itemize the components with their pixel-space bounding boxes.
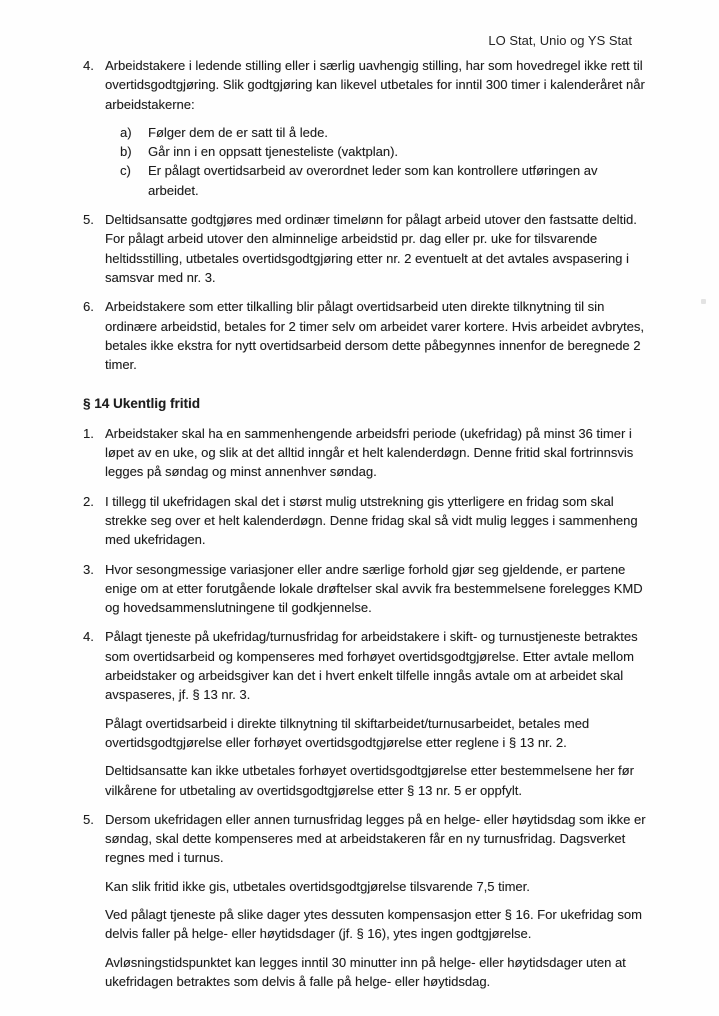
item-text: Arbeidstaker skal ha en sammenhengende arbeidsfri periode (ukefridag) på minst 36 timer i løpet av en uke, og slik at det alltid inngår et helt kalenderdøgn. Denne fritid skal fortrinnsvis legges på søndag og minst annenhver søndag.	[105, 425, 634, 480]
item-body	[105, 560, 646, 618]
item-number: 5.	[83, 811, 94, 827]
item-text: Pålagt tjeneste på ukefridag/turnusfridag for arbeidstakere i skift- og turnustjeneste betraktes som overtidsarbeid og kompenseres med forhøyet overtidsgodtgjørelse. Etter avtale mellom arbeidstaker og arbeidsgiver kan det i hvert enkelt tilfelle inngås avtale om at arbeidet skal avspaseres, jf. § 13 nr. 3.	[105, 629, 638, 703]
sub-list-item	[105, 161, 646, 200]
item-text: Deltidsansatte kan ikke utbetales forhøyet overtidsgodtgjørelse etter bestemmelsene her før vilkårene for utbetaling av overtidsgodtgjørelse etter § 13 nr. 5 er oppfylt.	[105, 763, 634, 798]
item-body	[105, 627, 646, 799]
section-heading: § 14 Ukentlig fritid	[83, 396, 201, 412]
sub-list-item	[105, 123, 646, 142]
list-item	[83, 424, 646, 482]
scan-artifact	[701, 299, 706, 304]
item-text: Avløsningstidspunktet kan legges inntil 30 minutter inn på helge- eller høytidsdager uten at ukefridagen betraktes som delvis å falle på helge- eller høytidsdag.	[105, 954, 626, 989]
sub-item-text: Følger dem de er satt til å lede.	[148, 124, 328, 140]
item-text: Arbeidstakere som etter tilkalling blir pålagt overtidsarbeid uten direkte tilknytning til sin ordinære arbeidstid, betales for 2 timer selv om arbeidet varer kortere. Hvis arbeidet avbrytes, betales ikke ekstra for nytt overtidsarbeid dersom dette påbegynnes innenfor de beregnede 2 timer.	[105, 299, 645, 373]
item-text: Dersom ukefridagen eller annen turnusfridag legges på en helge- eller høytidsdag som ikke er søndag, skal dette kompenseres med at arbeidstakeren får en ny turnusfridag. Dagsverket regnes med i turnus.	[105, 811, 646, 866]
item-text: I tillegg til ukefridagen skal det i størst mulig utstrekning gis ytterligere en fridag som skal strekke seg over et helt kalenderdøgn. Denne fridag skal så vidt mulig legges i sammenheng med ukefridagen.	[105, 493, 638, 548]
item-text: Kan slik fritid ikke gis, utbetales overtidsgodtgjørelse tilsvarende 7,5 timer.	[105, 878, 530, 894]
sub-item-letter: b)	[120, 144, 132, 160]
item-number: 4.	[83, 58, 94, 73]
item-number: 4.	[83, 629, 94, 645]
sub-item-letter: a)	[120, 124, 132, 140]
list-item	[83, 297, 646, 374]
document-body	[83, 56, 646, 991]
item-body	[105, 297, 646, 374]
list-item	[83, 210, 646, 287]
list-item	[83, 560, 646, 618]
item-body	[105, 810, 646, 991]
item-number: 6.	[83, 299, 94, 315]
item-text: Pålagt overtidsarbeid i direkte tilknytning til skiftarbeidet/turnusarbeidet, betales med overtidsgodtgjørelse eller forhøyet overtidsgodtgjørelse etter reglene i § 13 nr. 2.	[105, 715, 590, 750]
header-text: LO Stat, Unio og YS Stat	[488, 33, 632, 48]
item-number: 1.	[83, 425, 94, 441]
item-body	[105, 210, 646, 287]
item-number: 3.	[83, 561, 94, 577]
list-item	[83, 56, 646, 200]
item-text: Ved pålagt tjeneste på slike dager ytes dessuten kompensasjon etter § 16. For ukefridag som delvis faller på helge- eller høytidsdager (jf. § 16), ytes ingen godtgjørelse.	[105, 906, 642, 942]
sub-list	[105, 123, 646, 200]
list-item	[83, 627, 646, 799]
item-number: 5.	[83, 212, 94, 228]
item-text: Deltidsansatte godtgjøres med ordinær timelønn for pålagt arbeid utover den fastsatte deltid. For pålagt arbeid utover den alminnelige arbeidstid pr. dag eller pr. uke for tilsvarende heltidsstilling, utbetales overtidsgodtgjøring etter nr. 2 eventuelt at det avtales avspasering i samsvar med nr. 3.	[105, 212, 637, 285]
sub-list-item	[105, 142, 646, 161]
sub-item-text: Går inn i en oppsatt tjenesteliste (vaktplan).	[148, 144, 399, 160]
item-body	[105, 492, 646, 550]
page-header	[488, 33, 632, 48]
list-item	[83, 492, 646, 550]
sub-item-letter: c)	[120, 163, 131, 179]
item-number: 2.	[83, 493, 94, 509]
list-item	[83, 810, 646, 991]
item-text: Arbeidstakere i ledende stilling eller i særlig uavhengig stilling, har som hovedregel ikke rett til overtidsgodtgjøring. Slik godtgjøring kan likevel utbetales for inntil 300 timer i kalenderåret når arbeidstakerne:	[105, 58, 645, 112]
sub-item-text: Er pålagt overtidsarbeid av overordnet leder som kan kontrollere utføringen av arbeidet.	[148, 163, 598, 198]
item-text: Hvor sesongmessige variasjoner eller andre særlige forhold gjør seg gjeldende, er partene enige om at etter forutgående lokale drøftelser skal avvik fra bestemmelsene forelegges KMD og hovedsammenslutningene til godkjennelse.	[105, 561, 643, 616]
item-body	[105, 56, 646, 200]
item-body	[105, 424, 646, 482]
